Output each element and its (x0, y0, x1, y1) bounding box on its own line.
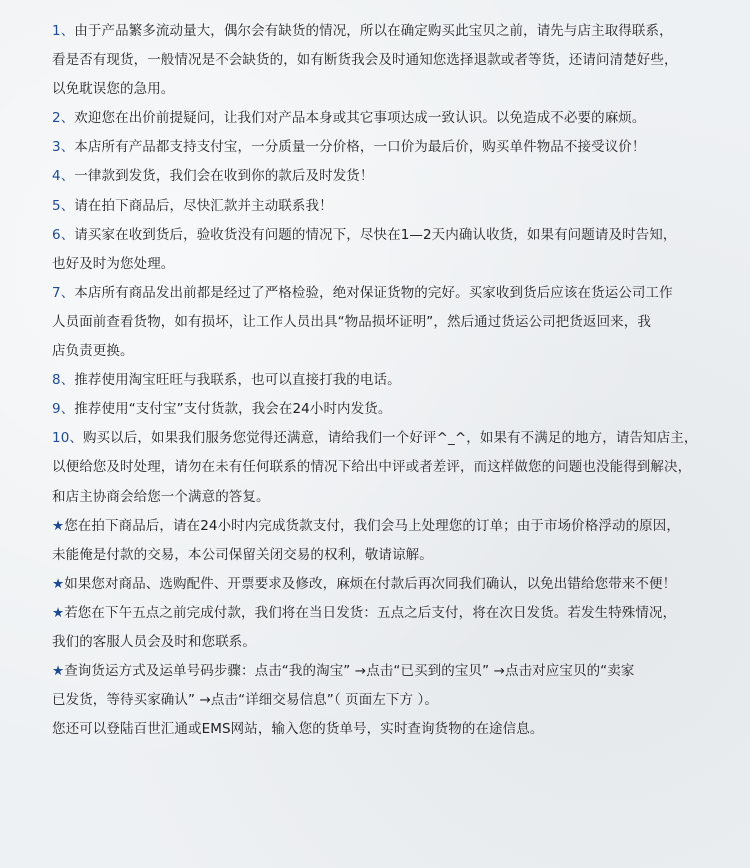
star-icon: ★ (52, 604, 65, 621)
item-number: 7、 (52, 284, 75, 301)
notice-line (52, 715, 720, 744)
notice-line (52, 162, 720, 191)
notice-text: 由于产品繁多流动量大，偶尔会有缺货的情况，所以在确定购买此宝贝之前，请先与店主取得联系， (74, 23, 673, 39)
notice-text: 看是否有现货，一般情况是不会缺货的，如有断货我会及时通知您选择退款或者等货，还请问清楚好些， (52, 52, 678, 69)
notice-line (52, 133, 720, 162)
notice-text: 您还可以登陆百世汇通或EMS网站，输入您的货单号，实时查询货物的在途信息。 (52, 721, 544, 738)
item-number: 5、 (52, 197, 75, 214)
notice-line (52, 570, 720, 599)
notice-text: 人员面前查看货物，如有损坏，让工作人员出具“物品损坏证明”，然后通过货运公司把货返回来，我 (52, 313, 651, 330)
notice-text: 查询货运方式及运单号码步骤：点击“我的淘宝” →点击“已买到的宝贝” →点击对应宝贝的“卖家 (64, 663, 635, 680)
star-icon: ★ (52, 663, 65, 680)
notice-line (52, 279, 720, 308)
notice-text: 若您在下午五点之前完成付款，我们将在当日发货：五点之后支付，将在次日发货。若发生特殊情况， (64, 604, 677, 621)
notice-text: 以免耽误您的急用。 (52, 81, 175, 98)
notice-line (52, 221, 720, 250)
notice-text: 本店所有产品都支持支付宝，一分质量一分价格，一口价为最后价，购买单件物品不接受议价！ (74, 139, 646, 156)
notice-text: 也好及时为您处理。 (52, 255, 175, 272)
notice-line (52, 599, 720, 628)
notice-line (52, 395, 720, 424)
notice-text: 推荐使用“支付宝”支付货款，我会在24小时内发货。 (74, 401, 392, 418)
notice-text: 请在拍下商品后，尽快汇款并主动联系我！ (74, 197, 333, 214)
item-number: 1、 (52, 23, 75, 39)
notice-line (52, 512, 720, 541)
item-number: 6、 (52, 226, 75, 243)
item-number: 3、 (52, 139, 75, 156)
notice-line (52, 308, 720, 337)
notice-text: 以便给您及时处理，请勿在未有任何联系的情况下给出中评或者差评，而这样做您的问题也没能得到解决， (52, 459, 692, 476)
notice-text: 推荐使用淘宝旺旺与我联系，也可以直接打我的电话。 (74, 372, 401, 389)
notice-text: 已发货，等待买家确认” →点击“详细交易信息”（ 页面左下方 ）。 (52, 692, 438, 709)
notice-line (52, 424, 720, 453)
notice-line (52, 366, 720, 395)
item-number: 9、 (52, 401, 75, 418)
notice-line (52, 192, 720, 221)
star-icon: ★ (52, 517, 65, 534)
notice-line (52, 17, 720, 46)
notice-line (52, 541, 720, 570)
notice-text: 本店所有商品发出前都是经过了严格检验，绝对保证货物的完好。买家收到货后应该在货运公司工作 (74, 284, 673, 301)
notice-line (52, 657, 720, 686)
notice-text: 我们的客服人员会及时和您联系。 (52, 633, 256, 650)
notice-line (52, 453, 720, 482)
item-number: 2、 (52, 110, 75, 127)
item-number: 10、 (52, 430, 83, 447)
notice-text: 购买以后，如果我们服务您觉得还满意，请给我们一个好评^_^，如果有不满足的地方，请告知店主， (82, 430, 698, 447)
notice-text: 请买家在收到货后，验收货没有问题的情况下，尽快在1—2天内确认收货，如果有问题请及时告知， (74, 226, 677, 243)
notice-line (52, 483, 720, 512)
notice-line (52, 250, 720, 279)
notice-line (52, 46, 720, 75)
notice-line (52, 75, 720, 104)
notice-line (52, 628, 720, 657)
notice-text: 欢迎您在出价前提疑问，让我们对产品本身或其它事项达成一致认识。以免造成不必要的麻烦。 (74, 110, 646, 127)
star-icon: ★ (52, 575, 65, 592)
item-number: 4、 (52, 168, 75, 185)
notice-line (52, 337, 720, 366)
item-number: 8、 (52, 372, 75, 389)
notice-text: 如果您对商品、选购配件、开票要求及修改，麻烦在付款后再次同我们确认，以免出错给您带来不便！ (64, 575, 677, 592)
notice-line (52, 104, 720, 133)
notice-text: 未能俺是付款的交易，本公司保留关闭交易的权利，敬请谅解。 (52, 546, 433, 563)
notice-line (52, 686, 720, 715)
notice-text: 一律款到发货，我们会在收到你的款后及时发货！ (74, 168, 374, 185)
notice-text: 店负责更换。 (52, 343, 134, 360)
notice-text: 和店主协商会给您一个满意的答复。 (52, 488, 270, 505)
notice-text: 您在拍下商品后，请在24小时内完成货款支付，我们会马上处理您的订单；由于市场价格浮动的原因， (64, 517, 680, 534)
